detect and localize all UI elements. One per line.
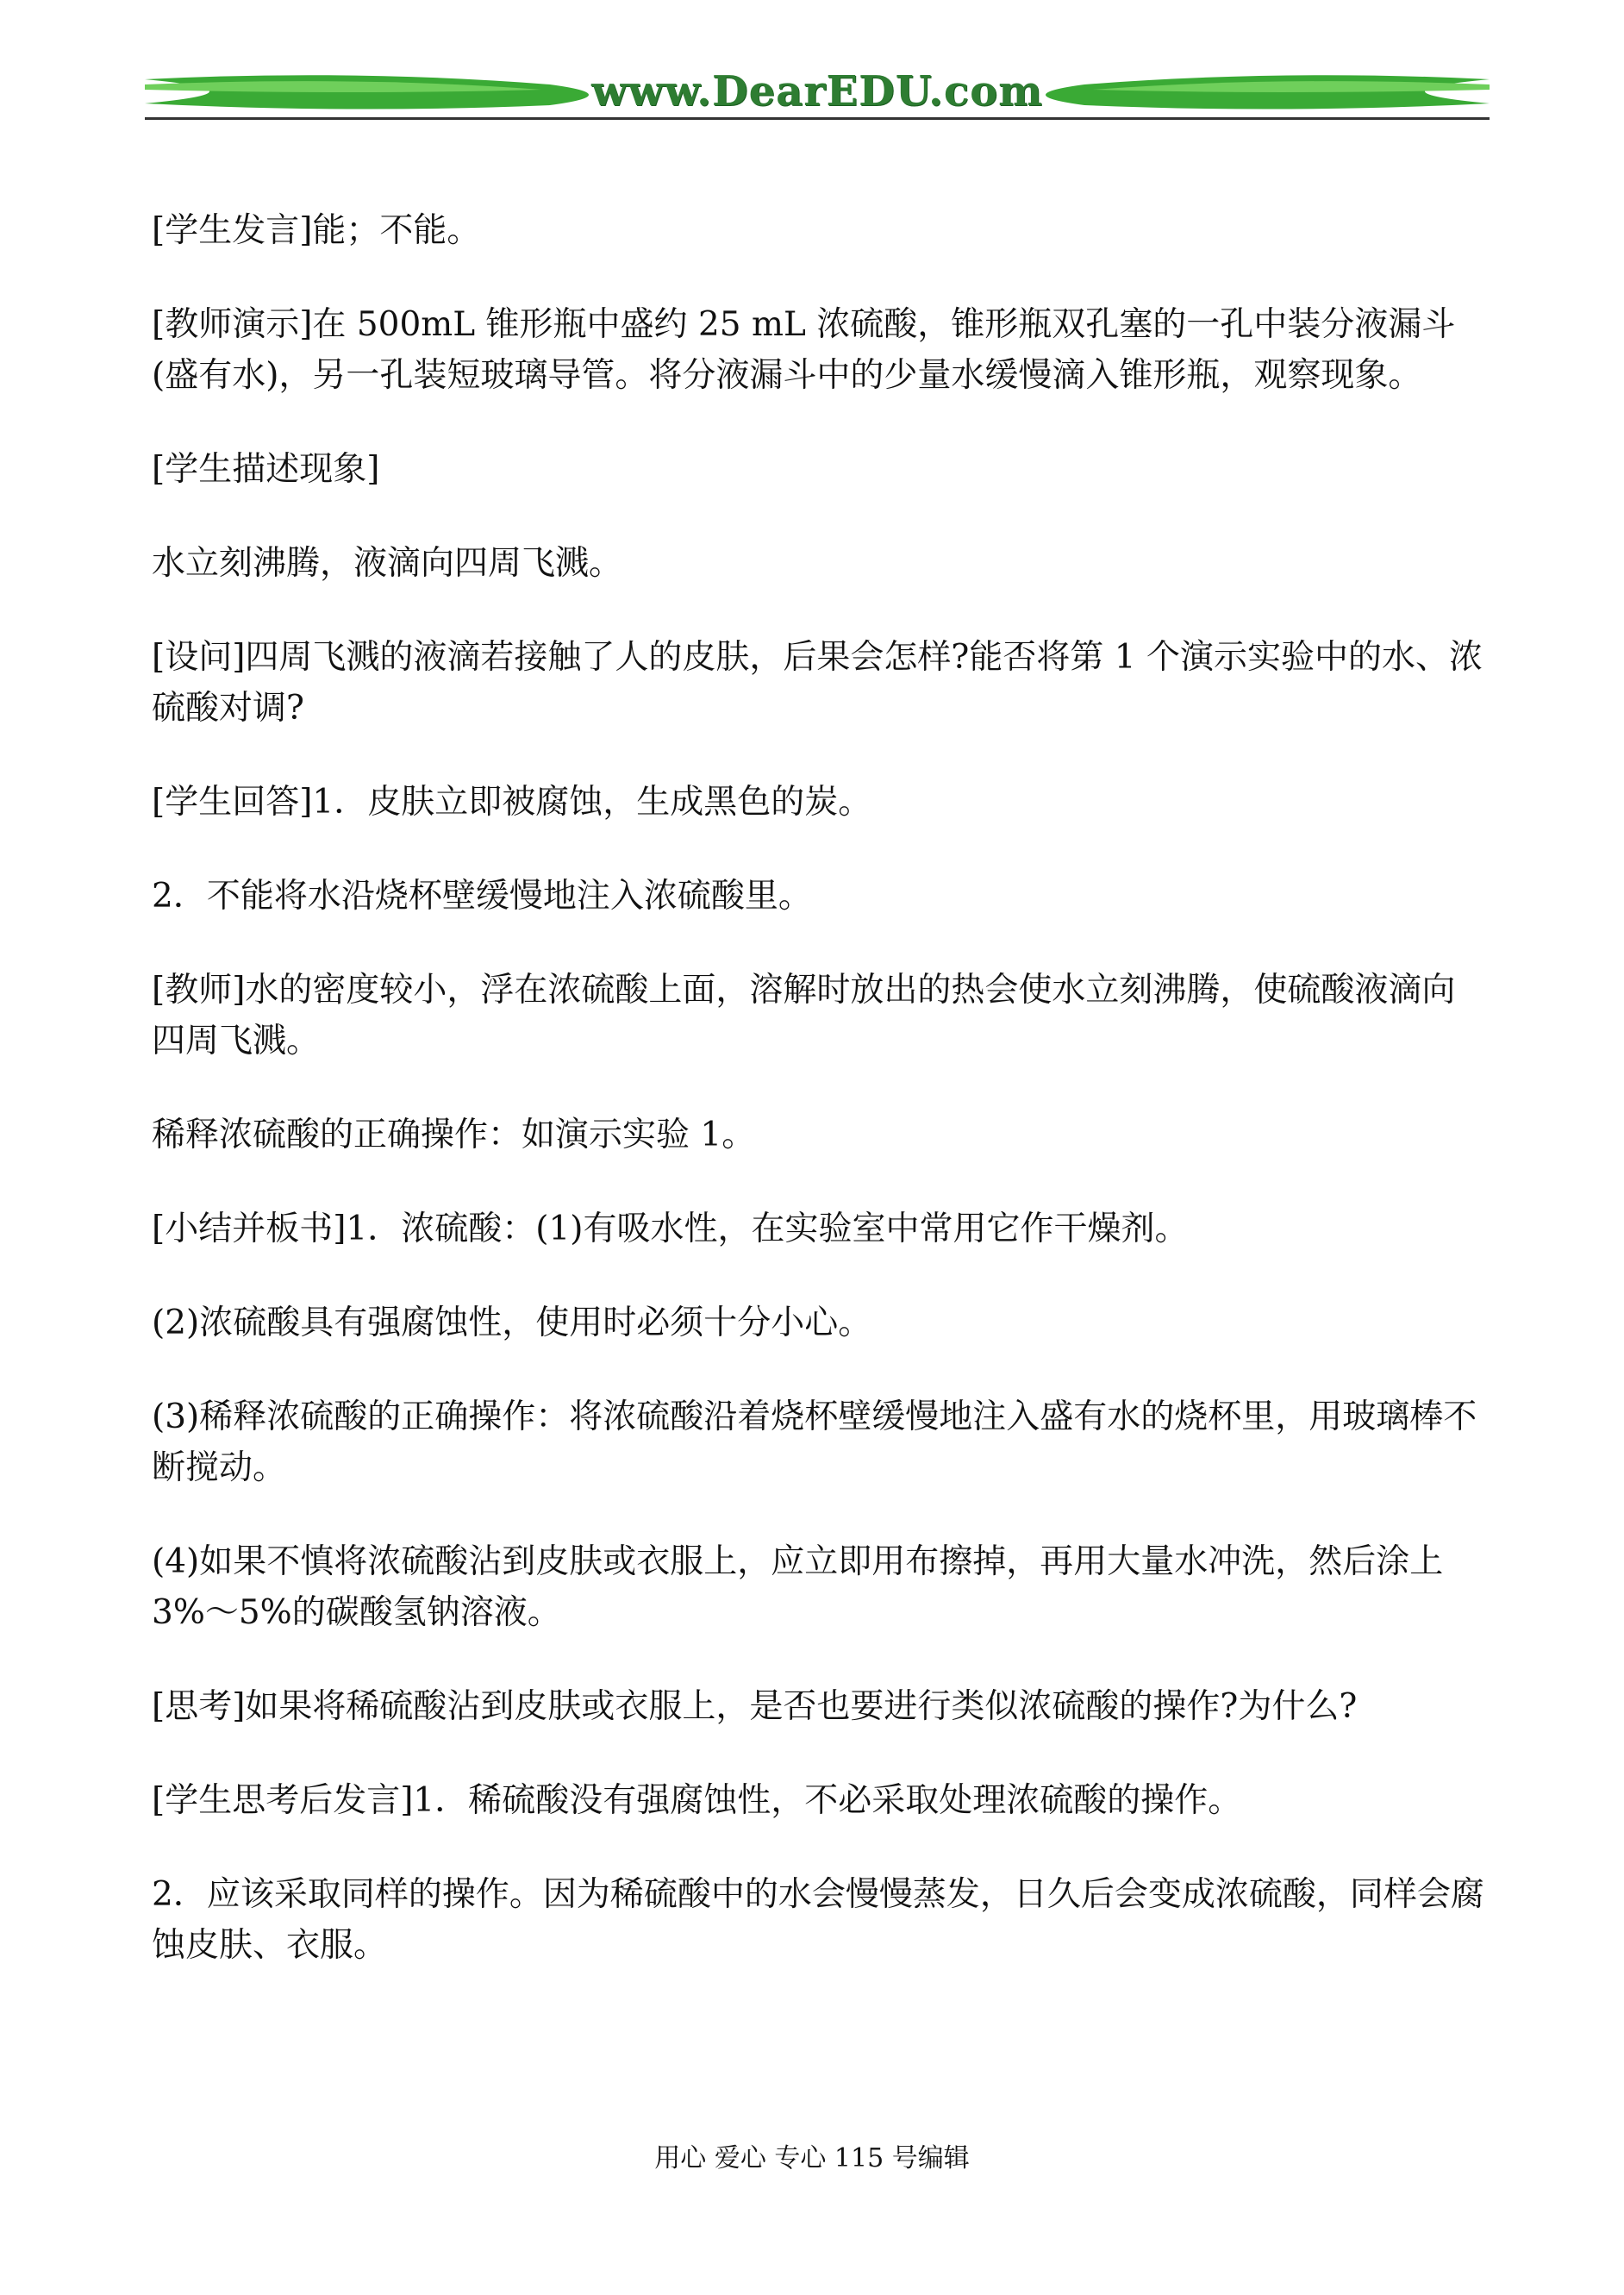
paragraph: [学生思考后发言]1．稀硫酸没有强腐蚀性，不必采取处理浓硫酸的操作。 bbox=[152, 1781, 1242, 1820]
paragraph: (2)浓硫酸具有强腐蚀性，使用时必须十分小心。 bbox=[152, 1304, 872, 1342]
paragraph: 水立刻沸腾，液滴向四周飞溅。 bbox=[152, 544, 623, 583]
page-header bbox=[145, 60, 1490, 129]
header-rule bbox=[145, 117, 1490, 120]
paragraph: [学生描述现象] bbox=[152, 450, 380, 489]
paragraph: [教师]水的密度较小，浮在浓硫酸上面，溶解时放出的热会使水立刻沸腾，使硫酸液滴向四周飞溅。 bbox=[152, 971, 1456, 1060]
paragraph: (4)如果不慎将浓硫酸沾到皮肤或衣服上，应立即用布擦掉，再用大量水冲洗，然后涂上 3%～5%的碳酸氢钠溶液。 bbox=[152, 1542, 1444, 1632]
page-footer: 用心 爱心 专心 115 号编辑 bbox=[654, 2143, 970, 2173]
paragraph: (3)稀释浓硫酸的正确操作：将浓硫酸沿着烧杯壁缓慢地注入盛有水的烧杯里，用玻璃棒不断搅动。 bbox=[152, 1398, 1477, 1487]
paragraph: 2．不能将水沿烧杯壁缓慢地注入浓硫酸里。 bbox=[152, 877, 812, 916]
paragraph: [设问]四周飞溅的液滴若接触了人的皮肤，后果会怎样?能否将第 1 个演示实验中的水、浓硫酸对调? bbox=[152, 638, 1483, 728]
paragraph: [思考]如果将稀硫酸沾到皮肤或衣服上，是否也要进行类似浓硫酸的操作?为什么? bbox=[152, 1687, 1358, 1726]
paragraph: 稀释浓硫酸的正确操作：如演示实验 1。 bbox=[152, 1116, 756, 1154]
site-brand: www.DearEDU.com bbox=[591, 67, 1043, 116]
paragraph: [小结并板书]1．浓硫酸：(1)有吸水性，在实验室中常用它作干燥剂。 bbox=[152, 1210, 1189, 1248]
paragraph: [教师演示]在 500mL 锥形瓶中盛约 25 mL 浓硫酸，锥形瓶双孔塞的一孔中装分液漏斗(盛有水)，另一孔装短玻璃导管。将分液漏斗中的少量水缓慢滴入锥形瓶，观察现象。 bbox=[152, 305, 1456, 395]
paragraph: [学生发言]能；不能。 bbox=[152, 211, 481, 250]
paragraph: 2．应该采取同样的操作。因为稀硫酸中的水会慢慢蒸发，日久后会变成浓硫酸，同样会腐蚀皮肤、衣服。 bbox=[152, 1875, 1484, 1965]
document-body bbox=[152, 205, 1488, 2014]
paragraph: [学生回答]1．皮肤立即被腐蚀，生成黑色的炭。 bbox=[152, 783, 872, 822]
